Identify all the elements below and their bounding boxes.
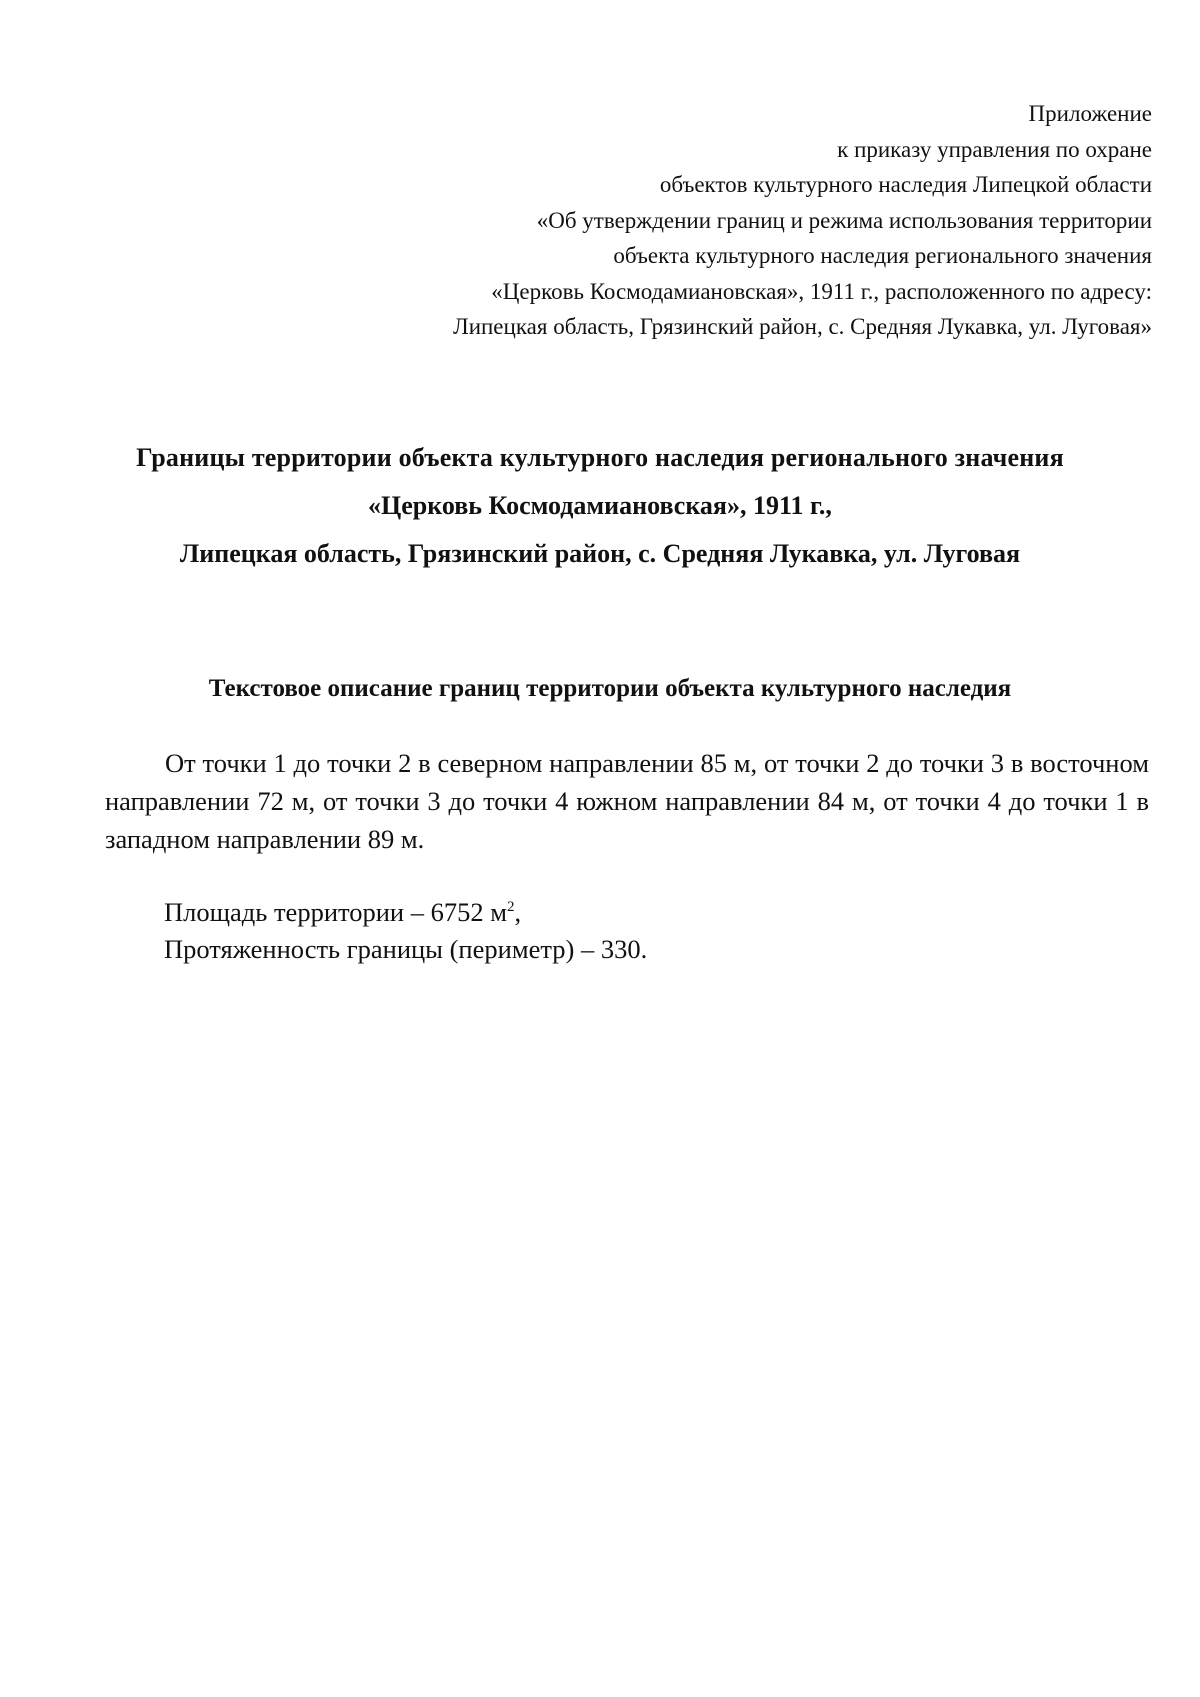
area-line: [164, 894, 647, 931]
appendix-line: Приложение: [1028, 101, 1152, 126]
boundary-description: От точки 1 до точки 2 в северном направлении 85 м, от точки 2 до точки 3 в восточном направлении 72 м, от точки 3 до точки 4 южном направлении 84 м, от точки 4 до точки 1 в западном направлении 89 м.: [105, 748, 1149, 854]
appendix-line: объекта культурного наследия регионального значения: [613, 243, 1152, 268]
appendix-line: «Об утверждении границ и режима использования территории: [536, 207, 1152, 233]
section-heading: Текстовое описание границ территории объекта культурного наследия: [208, 675, 1012, 702]
title-line: Липецкая область, Грязинский район, с. Средняя Лукавка, ул. Луговая: [179, 539, 1021, 568]
area-superscript: 2: [507, 899, 515, 916]
appendix-line: объектов культурного наследия Липецкой области: [659, 172, 1152, 197]
appendix-line: к приказу управления по охране: [837, 136, 1152, 162]
area-text: Площадь территории – 6752 м: [164, 897, 507, 927]
perimeter-line: Протяженность границы (периметр) – 330.: [164, 934, 648, 964]
appendix-line: Липецкая область, Грязинский район, с. Средняя Лукавка, ул. Луговая»: [453, 314, 1152, 339]
document-title: [60, 434, 1140, 578]
appendix-line: «Церковь Космодамиановская», 1911 г., расположенного по адресу:: [491, 278, 1152, 304]
territory-stats: [164, 894, 647, 968]
title-line: Границы территории объекта культурного наследия регионального значения: [136, 443, 1064, 472]
area-suffix: ,: [514, 897, 522, 927]
title-line: «Церковь Космодамиановская», 1911 г.,: [368, 491, 832, 520]
appendix-header: [252, 96, 1152, 345]
